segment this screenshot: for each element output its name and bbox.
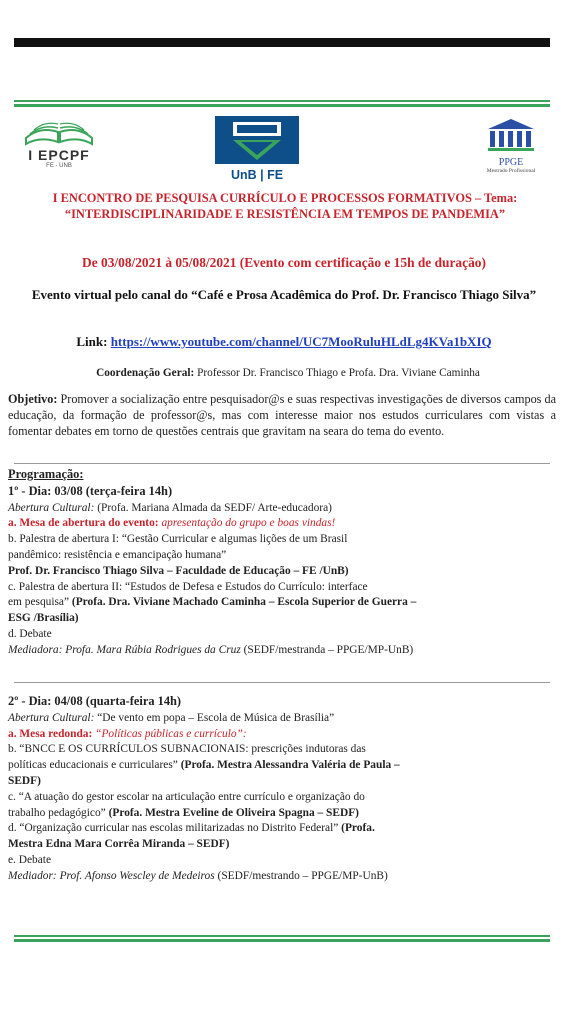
day1-item-a-text: apresentação do grupo e boas vindas! [161, 517, 336, 530]
iepcpf-logo [18, 114, 100, 170]
objective-text: Promover a socialização entre pesquisador@s e suas respectivas investigações de diversos campos da educação, da formação de professor@s, mas com interesse maior nos estudos curriculares com vistas a fomentar debates em torno de questões centrais que gravitam na seara do tema do evento. [8, 392, 556, 438]
day2-item-c-line2b: (Profa. Mestra Eveline de Oliveira Spagna – SEDF) [108, 806, 359, 819]
day1-item-c-line1: c. Palestra de abertura II: “Estudos de Defesa e Estudos do Currículo: interface [8, 580, 368, 593]
logo-left-sub: FE - UNB [46, 163, 72, 169]
day1-cultural-text: (Profa. Mariana Almada da SEDF/ Arte-educadora) [97, 501, 332, 514]
event-channel: Evento virtual pelo canal do “Café e Prosa Acadêmica do Prof. Dr. Francisco Thiago Silva” [31, 287, 537, 302]
youtube-link[interactable]: https://www.youtube.com/channel/UC7MooRuluHLdLg4KVa1bXIQ [110, 334, 492, 349]
open-book-icon [20, 114, 98, 146]
program-day1 [8, 467, 568, 659]
day2-title: 2º - Dia: 04/08 (quarta-feira 14h) [8, 694, 182, 708]
day2-item-d-line1b: (Profa. [341, 822, 375, 835]
unb-fe-logo [214, 116, 300, 182]
day2-item-c-line2a: trabalho pedagógico” [8, 806, 106, 819]
day2-item-d-line1a: d. “Organização curricular nas escolas militarizadas no Distrito Federal” [8, 822, 339, 835]
day1-mediator-text: (SEDF/mestranda – PPGE/MP-UnB) [243, 643, 414, 656]
coordination-line [0, 367, 576, 379]
day2-mediator-label: Mediador: Prof. Afonso Wescley de Medeiros [8, 869, 215, 882]
ppge-columns-icon [480, 117, 542, 151]
top-dark-bar [14, 38, 550, 47]
top-green-stripe [14, 100, 550, 107]
day1-item-c-line3: ESG /Brasília) [8, 612, 79, 625]
bottom-green-stripe [14, 935, 550, 942]
unb-emblem-icon [215, 116, 299, 164]
day1-item-d: d. Debate [8, 627, 52, 640]
coordination-text: Professor Dr. Francisco Thiago e Profa. Dra. Viviane Caminha [197, 367, 480, 379]
day1-item-c-line2b: (Profa. Dra. Viviane Machado Caminha – Escola Superior de Guerra – [71, 596, 417, 609]
objective-label: Objetivo: [8, 392, 58, 406]
day1-title: 1º - Dia: 03/08 (terça-feira 14h) [8, 483, 173, 498]
day2-item-b-line2b: (Profa. Mestra Alessandra Valéria de Paula – [180, 759, 400, 772]
day2-item-b-line3: SEDF) [8, 774, 41, 787]
day2-item-b-line1: b. “BNCC E OS CURRÍCULOS SUBNACIONAIS: prescrições indutoras das [8, 743, 366, 756]
divider [14, 682, 550, 683]
coordination-label: Coordenação Geral: [96, 367, 195, 379]
day1-item-c-line2a: em pesquisa” [8, 596, 70, 609]
logo-left-name: I EPCPF [28, 147, 90, 163]
program-heading: Programação: [8, 467, 84, 481]
day2-cultural-label: Abertura Cultural: [8, 711, 95, 724]
day1-mediator-label: Mediadora: Profa. Mara Rúbia Rodrigues da Cruz [8, 643, 241, 656]
day1-item-b-speaker: Prof. Dr. Francisco Thiago Silva – Faculdade de Educação – FE /UnB) [8, 564, 349, 577]
event-dates: De 03/08/2021 à 05/08/2021 (Evento com certificação e 15h de duração) [82, 255, 486, 270]
day2-item-a-label: a. Mesa redonda: [8, 727, 93, 740]
day2-cultural-text: “De vento em popa – Escola de Música de Brasília” [97, 711, 335, 724]
logo-right-name: PPGE [498, 157, 524, 168]
divider [14, 463, 550, 464]
day1-item-b-line1: b. Palestra de abertura I: “Gestão Curricular e algumas lições de um Brasil [8, 533, 348, 546]
day1-cultural-label: Abertura Cultural: [8, 501, 95, 514]
day2-item-d-line2: Mestra Edna Mara Corrêa Miranda – SEDF) [8, 838, 230, 851]
ppge-logo [476, 117, 546, 174]
link-line [14, 334, 554, 350]
logo-center-name: UnB | FE [230, 168, 284, 182]
event-title: I ENCONTRO DE PESQUISA CURRÍCULO E PROCESSOS FORMATIVOS – Tema: “INTERDISCIPLINARIDADE E RESISTÊNCIA EM TEMPOS DE PANDEMIA” [52, 191, 518, 221]
program-day2 [8, 694, 568, 885]
objective-paragraph [8, 391, 556, 439]
day2-item-e: e. Debate [8, 853, 52, 866]
logo-right-sub: Mestrado Profissional [486, 168, 536, 174]
day1-item-a-label: a. Mesa de abertura do evento: [8, 517, 159, 530]
day2-item-a-text: “Políticas públicas e currículo”: [95, 727, 247, 740]
day1-item-b-line2: pandêmico: resistência e emancipação humana” [8, 548, 227, 561]
day2-item-c-line1: c. “A atuação do gestor escolar na articulação entre currículo e organização do [8, 790, 365, 803]
day2-item-b-line2a: políticas educacionais e curriculares” [8, 759, 178, 772]
day2-mediator-text: (SEDF/mestrando – PPGE/MP-UnB) [217, 869, 388, 882]
link-label: Link: [76, 334, 108, 349]
